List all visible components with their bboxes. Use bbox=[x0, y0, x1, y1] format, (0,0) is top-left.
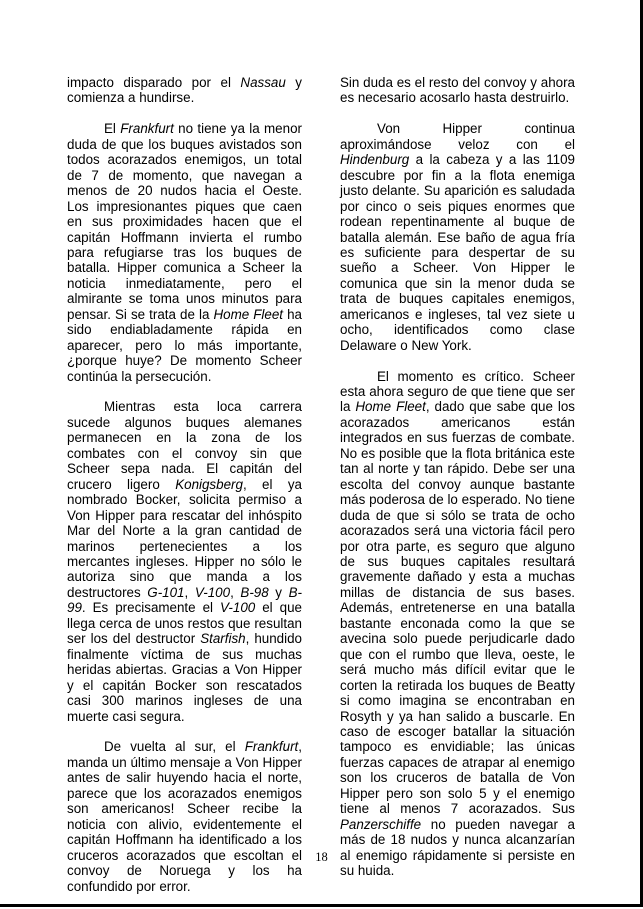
ship-name-italic: Frankfurt bbox=[120, 121, 174, 137]
text-run: . Es precisamente el bbox=[81, 600, 220, 616]
paragraph bbox=[340, 75, 575, 106]
text-run: Mientras esta loca carrera sucede algunos buques alemanes permanecen en la zona de los combates con el convoy sin que Scheer sepa nada. El capitán del crucero ligero bbox=[67, 399, 302, 492]
text-run: De vuelta al sur, el bbox=[104, 739, 245, 755]
text-run: impacto disparado por el bbox=[67, 75, 241, 90]
text-run: el que llega cerca de unos restos que resultan ser los del destructor bbox=[67, 600, 302, 647]
ship-name-italic: Nassau bbox=[240, 75, 286, 90]
text-run: El momento es crítico. Scheer esta ahora seguro de que tiene que ser la bbox=[340, 368, 575, 415]
fleet-name-italic: Home Fleet bbox=[213, 306, 284, 322]
text-run: a la cabeza y a las 1109 descubre por fin a la flota enemiga justo delante. Su aparición es saludada por cinco o seis piques enormes que rodean repentinamente al buque de batalla alemán. Ese baño de agua fría es suficiente para despertar de su sueño a Scheer. Von Hipper le comunica que sin la menor duda se trata de buques capitales enemigos, americanos e ingleses, tal vez siete u ocho, identificados como clase Delaware o New York. bbox=[340, 152, 575, 353]
text-run: , el ya nombrado Bocker, solicita permiso a Von Hipper para rescatar del inhóspito Mar del Norte a la gran cantidad de marinos pertenecientes a los mercantes ingleses. Hipper no sólo le autoriza sino que manda a los destructores bbox=[67, 476, 302, 600]
text-run: Sin duda es el resto del convoy y ahora es necesario acosarlo hasta destruirlo. bbox=[340, 75, 575, 106]
paragraph bbox=[67, 739, 302, 894]
text-run: y comienza a hundirse. bbox=[67, 75, 303, 106]
ship-name-italic: Hindenburg bbox=[340, 152, 410, 168]
text-run: Von Hipper continua aproximándose veloz con el bbox=[340, 121, 575, 152]
ship-name-italic: Starfish bbox=[200, 631, 246, 647]
text-run: , bbox=[184, 584, 195, 600]
ship-name-italic: Konigsberg bbox=[175, 476, 243, 492]
paragraph bbox=[67, 75, 302, 106]
paragraph bbox=[340, 121, 575, 353]
page-number: 18 bbox=[315, 850, 328, 864]
ship-name-italic: B-99 bbox=[67, 584, 302, 616]
text-run: no pueden navegar a más de 18 nudos y nunca alcanzarían al enemigo rápidamente si persiste en su huida. bbox=[340, 816, 575, 879]
text-run: , dado que sabe que los acorazados americanos están integrados en sus fuerzas de combate. No es posible que la flota británica este tan al norte y tan rápido. Debe ser una escolta del convoy aunque bastante más poderosa de lo esperado. No tiene duda de que si sólo se trata de ocho acorazados será una victoria fácil pero por otra parte, es seguro que alguno de sus buques capitales resultará gravemente dañado y esta a muchas millas de distancia de sus bases. Además, entretenerse en una batalla bastante enconada como la que se avecina solo puede perjudicarle dado que con el rumbo que lleva, oeste, le será mucho más difícil evitar que le corten la retirada los buques de Beatty si como imagina se encontraban en Rosyth y ya han salido a buscarle. En caso de escoger batallar la situación tampoco es envidiable; las únicas fuerzas capaces de atrapar al enemigo son los cruceros de batalla de Von Hipper pero son solo 5 y el enemigo tiene al menos 7 acorazados. Sus bbox=[340, 399, 575, 817]
text-run: , manda un último mensaje a Von Hipper antes de salir huyendo hacia el norte, parece que los acorazados enemigos son americanos! Scheer recibe la noticia con alivio, evidentemente el capitán Hoffmann ha identificado a los cruceros acorazados que escoltan el convoy de Noruega y los ha confundido por error. bbox=[67, 739, 302, 894]
paragraph bbox=[67, 121, 302, 384]
fleet-name-italic: Home Fleet bbox=[355, 399, 426, 415]
ship-class-italic: Panzerschiffe bbox=[340, 816, 422, 832]
text-run: no tiene ya la menor duda de que los buques avistados son todos acorazados enemigos, un total de 7 de momento, que navegan a menos de 20 nudos hacia el Oeste. Los impresionantes piques que caen en sus proximidades hacen que el capitán Hoffmann invierta el rumbo para refugiarse tras los buques de batalla. Hipper comunica a Scheer la noticia inmediatamente, pero el almirante se toma unos minutos para pensar. Si se trata de la bbox=[67, 121, 302, 322]
paragraph bbox=[340, 369, 575, 879]
ship-name-italic: G-101 bbox=[147, 584, 185, 600]
ship-name-italic: Frankfurt bbox=[244, 739, 299, 755]
right-column bbox=[340, 75, 575, 894]
ship-name-italic: V-100 bbox=[194, 584, 231, 600]
left-column bbox=[67, 75, 302, 909]
paragraph bbox=[67, 399, 302, 724]
text-run: El bbox=[104, 121, 121, 137]
text-run: ha sido endiabladamente rápida en aparecer, pero lo más importante, ¿porque huye? De momento Scheer continúa la persecución. bbox=[67, 306, 302, 384]
ship-name-italic: V-100 bbox=[220, 600, 256, 616]
text-run: , bbox=[230, 584, 241, 600]
text-run: y bbox=[268, 584, 289, 600]
ship-name-italic: B-98 bbox=[240, 584, 269, 600]
text-run: , hundido finalmente víctima de sus muchas heridas abiertas. Gracias a Von Hipper y el capitán Bocker son rescatados casi 300 marinos ingleses de una muerte casi segura. bbox=[67, 631, 302, 724]
